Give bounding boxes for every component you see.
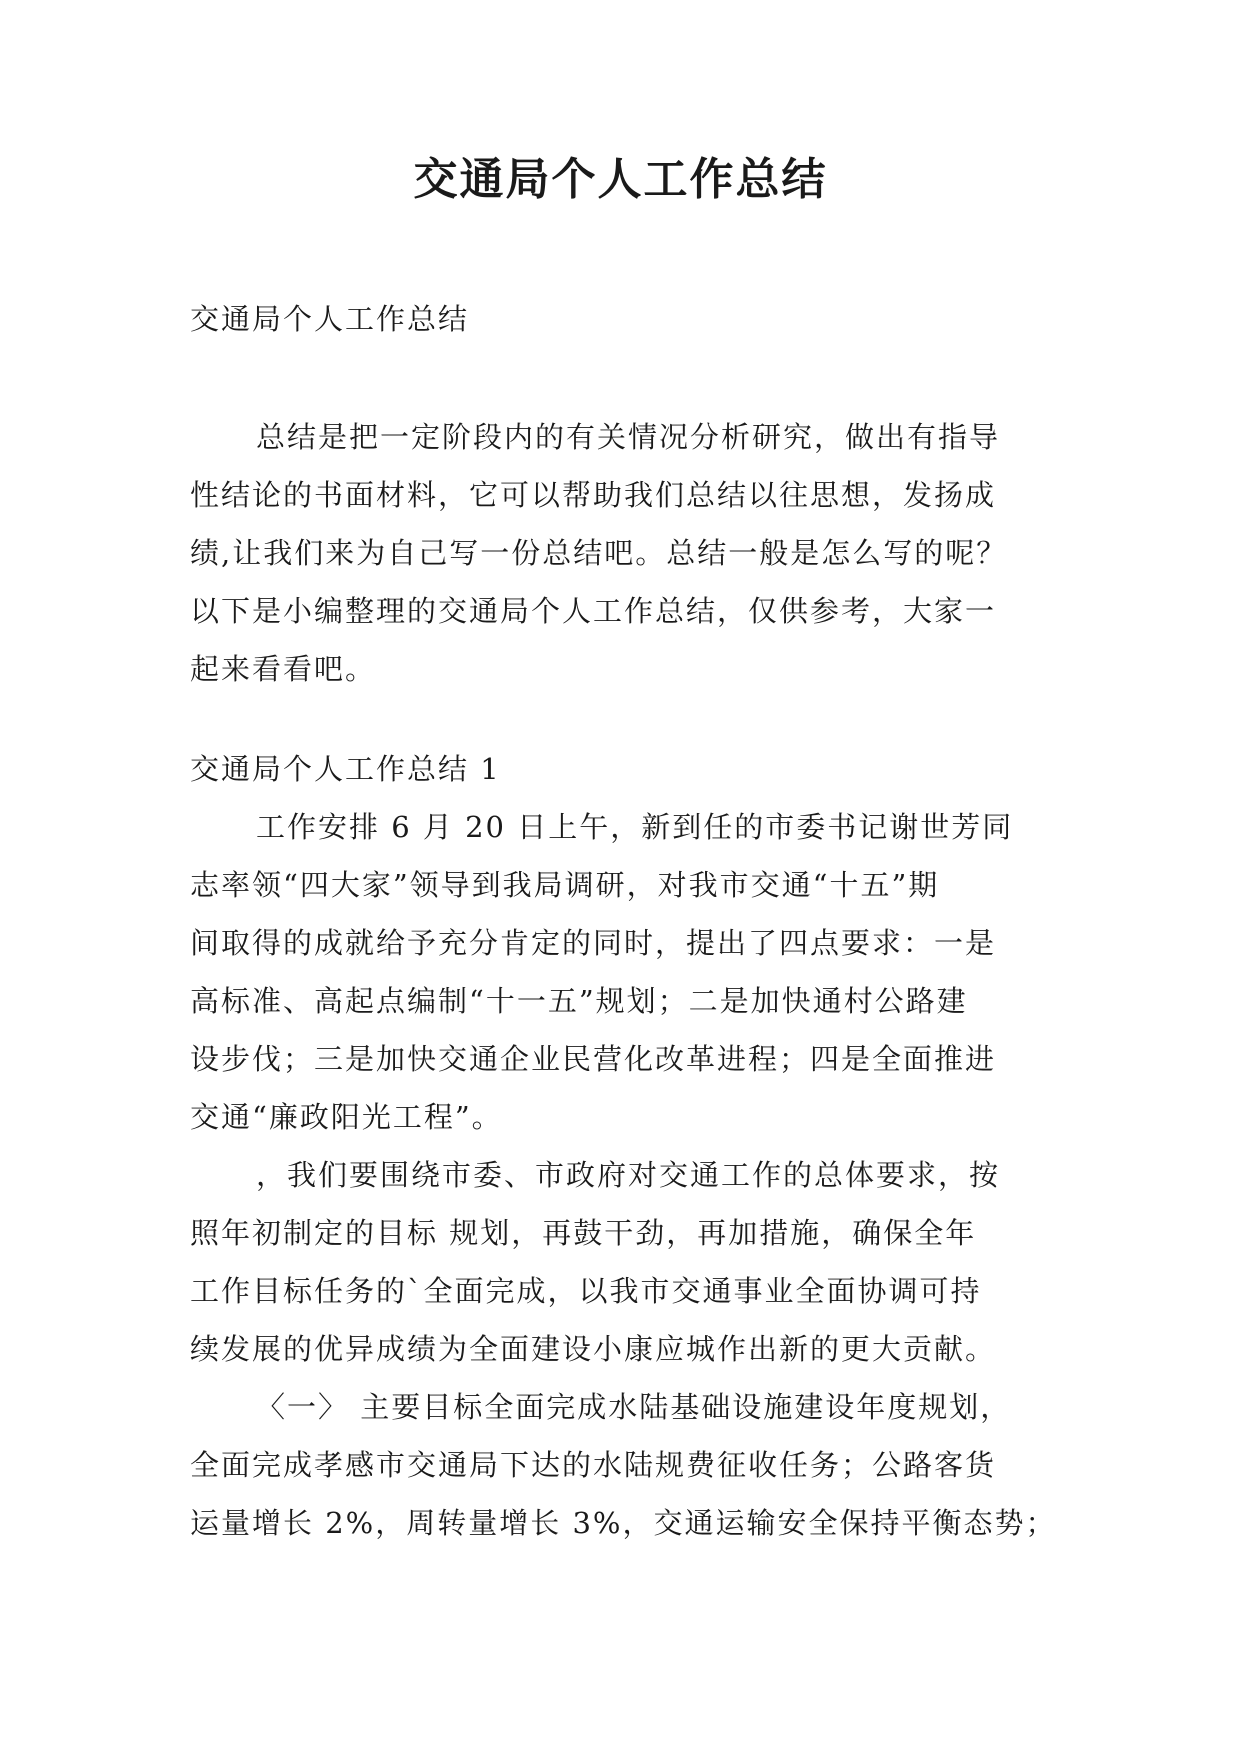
section-heading: 交通局个人工作总结 1 [190, 752, 501, 786]
intro-paragraph [190, 408, 1050, 698]
paragraph-line: 工作安排 6 月 20 日上午，新到任的市委书记谢世芳同 [256, 810, 1014, 844]
spacer [190, 348, 1050, 408]
paragraph-line: 设步伐；三是加快交通企业民营化改革进程；四是全面推进 [190, 1042, 997, 1076]
intro-line: 以下是小编整理的交通局个人工作总结，仅供参考，大家一 [190, 594, 997, 628]
paragraph-line: ，我们要围绕市委、市政府对交通工作的总体要求，按 [256, 1158, 1001, 1192]
paragraph-line: 工作目标任务的`全面完成，以我市交通事业全面协调可持 [190, 1274, 982, 1308]
paragraph-line: 运量增长 2%，周转量增长 3%，交通运输安全保持平衡态势； [190, 1506, 1057, 1540]
subtitle: 交通局个人工作总结 [190, 302, 470, 336]
paragraph-1 [190, 798, 1050, 1146]
paragraph-line: 照年初制定的目标 规划，再鼓干劲，再加措施，确保全年 [190, 1216, 977, 1250]
paragraph-line: 〈一〉 主要目标全面完成水陆基础设施建设年度规划， [256, 1390, 1012, 1424]
intro-line: 性结论的书面材料，它可以帮助我们总结以往思想，发扬成 [190, 478, 997, 512]
paragraph-line: 续发展的优异成绩为全面建设小康应城作出新的更大贡献。 [190, 1332, 997, 1366]
paragraph-line: 间取得的成就给予充分肯定的同时，提出了四点要求：一是 [190, 926, 997, 960]
document-title: 交通局个人工作总结 [413, 154, 828, 205]
intro-line: 总结是把一定阶段内的有关情况分析研究，做出有指导 [256, 420, 1001, 454]
paragraph-2 [190, 1146, 1050, 1378]
paragraph-line: 高标准、高起点编制“十一五”规划；二是加快通村公路建 [190, 984, 968, 1018]
intro-line: 起来看看吧。 [190, 652, 377, 686]
intro-line: 绩,让我们来为自己写一份总结吧。总结一般是怎么写的呢？ [190, 536, 1008, 570]
paragraph-line: 交通“廉政阳光工程”。 [190, 1100, 503, 1134]
document-body [190, 290, 1057, 1552]
paragraph-line: 全面完成孝感市交通局下达的水陆规费征收任务；公路客货 [190, 1448, 997, 1482]
paragraph-line: 志率领“四大家”领导到我局调研，对我市交通“十五”期 [190, 868, 940, 902]
paragraph-3 [190, 1378, 1057, 1552]
spacer [190, 698, 1050, 740]
